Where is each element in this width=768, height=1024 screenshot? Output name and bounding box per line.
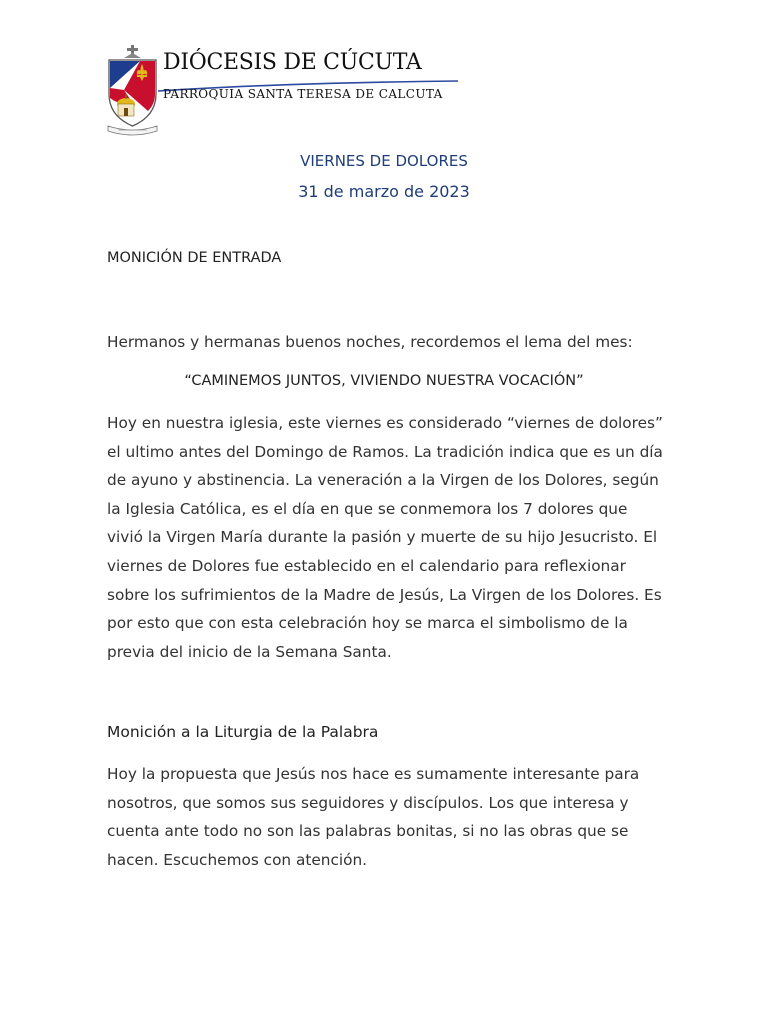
monthly-motto: “CAMINEMOS JUNTOS, VIVIENDO NUESTRA VOCACIÓN” <box>184 373 584 389</box>
entrada-body-paragraph: Hoy en nuestra iglesia, este viernes es considerado “viernes de dolores” el ultimo antes del Domingo de Ramos. La tradición indica que es un día de ayuno y abstinencia. La veneración a la Virgen de los Dolores, según la Iglesia Católica, es el día en que se conmemora los 7 dolores que vivió la Virgen María durante la pasión y muerte de su hijo Jesucristo. El viernes de Dolores fue establecido en el calendario para reflexionar sobre los sufrimientos de la Madre de Jesús, La Virgen de los Dolores. Es por esto que con esta celebración hoy se marca el simbolismo de la previa del inicio de la Semana Santa. <box>107 414 663 661</box>
event-date: 31 de marzo de 2023 <box>298 182 470 201</box>
section-heading-liturgia: Monición a la Liturgia de la Palabra <box>107 723 379 741</box>
parish-name: PARROQUIA SANTA TERESA DE CALCUTA <box>163 87 443 101</box>
diocese-name: DIÓCESIS DE CÚCUTA <box>163 50 422 75</box>
greeting-paragraph: Hermanos y hermanas buenos noches, recordemos el lema del mes: <box>107 333 633 351</box>
letterhead <box>104 44 524 140</box>
diocese-crest-logo <box>104 44 162 138</box>
section-heading-entrada: MONICIÓN DE ENTRADA <box>107 250 282 266</box>
liturgia-body-paragraph: Hoy la propuesta que Jesús nos hace es sumamente interesante para nosotros, que somos sus seguidores y discípulos. Los que interesa y cuenta ante todo no son las palabras bonitas, si no las obras que se hacen. Escuchemos con atención. <box>107 765 640 869</box>
event-title: VIERNES DE DOLORES <box>300 152 468 170</box>
